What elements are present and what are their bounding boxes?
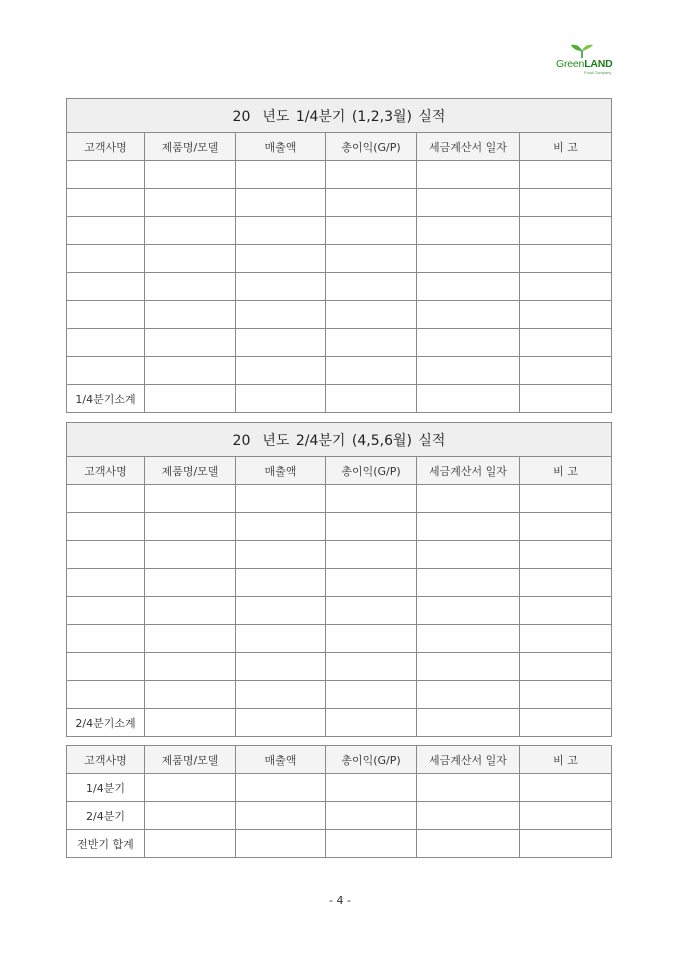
table-cell[interactable]: [145, 597, 236, 625]
q2-col-customer: 고객사명: [67, 457, 145, 485]
table-cell[interactable]: [145, 273, 236, 301]
table-cell[interactable]: [417, 830, 520, 858]
table-cell[interactable]: [236, 245, 326, 273]
summary-label-q2: 2/4분기: [67, 802, 145, 830]
table-cell[interactable]: [417, 273, 520, 301]
table-cell[interactable]: [520, 385, 612, 413]
table-cell[interactable]: [520, 513, 612, 541]
summary-col-remarks: 비 고: [520, 746, 612, 774]
table-cell[interactable]: [520, 217, 612, 245]
summary-col-sales: 매출액: [236, 746, 326, 774]
table-cell[interactable]: [67, 273, 145, 301]
table-cell[interactable]: [67, 217, 145, 245]
summary-row-q2: [67, 802, 612, 830]
table-row: [67, 273, 612, 301]
summary-row-q1: [67, 774, 612, 802]
table-cell[interactable]: [67, 597, 145, 625]
table-row: [67, 357, 612, 385]
table-cell[interactable]: [326, 245, 417, 273]
table-cell[interactable]: [326, 217, 417, 245]
table-cell[interactable]: [145, 357, 236, 385]
table-cell[interactable]: [145, 161, 236, 189]
table-cell[interactable]: [236, 217, 326, 245]
table-cell[interactable]: [520, 273, 612, 301]
table-cell[interactable]: [326, 301, 417, 329]
table-cell[interactable]: [67, 189, 145, 217]
table-cell[interactable]: [417, 161, 520, 189]
table-cell[interactable]: [326, 597, 417, 625]
table-cell[interactable]: [236, 541, 326, 569]
table-cell[interactable]: [67, 513, 145, 541]
table-cell[interactable]: [326, 541, 417, 569]
table-cell[interactable]: [417, 513, 520, 541]
q1-col-gross-profit: 총이익(G/P): [326, 133, 417, 161]
table-cell[interactable]: [326, 357, 417, 385]
table-cell[interactable]: [145, 301, 236, 329]
q1-subtotal-label: 1/4분기소계: [67, 385, 145, 413]
table-cell[interactable]: [67, 329, 145, 357]
table-row: [67, 485, 612, 513]
table-cell[interactable]: [236, 301, 326, 329]
table-cell[interactable]: [145, 329, 236, 357]
q2-subtotal-label: 2/4분기소계: [67, 709, 145, 737]
table-cell[interactable]: [67, 569, 145, 597]
table-row: [67, 681, 612, 709]
summary-col-customer: 고객사명: [67, 746, 145, 774]
table-cell[interactable]: [145, 217, 236, 245]
q1-year: 20: [232, 108, 251, 125]
table-cell[interactable]: [326, 709, 417, 737]
q2-header-row: [67, 457, 612, 485]
table-cell[interactable]: [236, 357, 326, 385]
q2-col-product: 제품명/모델: [145, 457, 236, 485]
table-cell[interactable]: [520, 301, 612, 329]
table-cell[interactable]: [145, 681, 236, 709]
q2-col-invoice-date: 세금계산서 일자: [417, 457, 520, 485]
table-cell[interactable]: [326, 513, 417, 541]
table-cell[interactable]: [417, 485, 520, 513]
table-row: [67, 625, 612, 653]
table-cell[interactable]: [326, 161, 417, 189]
summary-header-row: [67, 746, 612, 774]
table-cell[interactable]: [236, 625, 326, 653]
table-cell[interactable]: [417, 625, 520, 653]
table-cell[interactable]: [417, 385, 520, 413]
summary-label-q1: 1/4분기: [67, 774, 145, 802]
q2-sales-table: [66, 422, 612, 737]
summary-col-gross-profit: 총이익(G/P): [326, 746, 417, 774]
table-cell[interactable]: [520, 830, 612, 858]
table-row: [67, 541, 612, 569]
table-cell[interactable]: [417, 653, 520, 681]
table-cell[interactable]: [145, 569, 236, 597]
q1-col-product: 제품명/모델: [145, 133, 236, 161]
table-cell[interactable]: [417, 357, 520, 385]
summary-row-total: [67, 830, 612, 858]
table-cell[interactable]: [67, 357, 145, 385]
logo-tagline: Food Company: [584, 70, 612, 75]
table-cell[interactable]: [145, 830, 236, 858]
table-cell[interactable]: [417, 569, 520, 597]
table-cell[interactable]: [236, 597, 326, 625]
table-cell[interactable]: [236, 485, 326, 513]
table-cell[interactable]: [417, 301, 520, 329]
table-cell[interactable]: [326, 329, 417, 357]
table-cell[interactable]: [67, 541, 145, 569]
table-cell[interactable]: [520, 485, 612, 513]
table-row: [67, 217, 612, 245]
table-cell[interactable]: [67, 161, 145, 189]
q2-subtotal-row: [67, 709, 612, 737]
table-cell[interactable]: [417, 217, 520, 245]
table-cell[interactable]: [520, 681, 612, 709]
table-cell[interactable]: [326, 569, 417, 597]
q1-title: 년도 1/4분기 (1,2,3월) 실적: [262, 108, 446, 125]
table-cell[interactable]: [326, 681, 417, 709]
q2-year: 20: [232, 432, 251, 449]
table-cell[interactable]: [236, 569, 326, 597]
table-cell[interactable]: [236, 774, 326, 802]
table-cell[interactable]: [520, 541, 612, 569]
table-cell[interactable]: [417, 709, 520, 737]
table-row: [67, 329, 612, 357]
q1-col-customer: 고객사명: [67, 133, 145, 161]
table-cell[interactable]: [520, 653, 612, 681]
summary-label-total: 전반기 합계: [67, 830, 145, 858]
table-cell[interactable]: [520, 774, 612, 802]
table-cell[interactable]: [417, 802, 520, 830]
table-cell[interactable]: [520, 189, 612, 217]
q1-header-row: [67, 133, 612, 161]
table-cell[interactable]: [326, 830, 417, 858]
q1-col-remarks: 비 고: [520, 133, 612, 161]
table-cell[interactable]: [520, 245, 612, 273]
table-cell[interactable]: [417, 774, 520, 802]
table-cell[interactable]: [326, 485, 417, 513]
table-cell[interactable]: [326, 273, 417, 301]
logo-green: Green: [556, 58, 585, 70]
table-cell[interactable]: [145, 245, 236, 273]
table-cell[interactable]: [67, 625, 145, 653]
table-cell[interactable]: [326, 189, 417, 217]
table-cell[interactable]: [520, 329, 612, 357]
table-cell[interactable]: [145, 513, 236, 541]
sprout-icon: [570, 44, 594, 58]
table-cell[interactable]: [145, 385, 236, 413]
summary-col-product: 제품명/모델: [145, 746, 236, 774]
table-row: [67, 513, 612, 541]
table-row: [67, 161, 612, 189]
table-cell[interactable]: [520, 357, 612, 385]
table-cell[interactable]: [326, 774, 417, 802]
table-cell[interactable]: [236, 709, 326, 737]
table-cell[interactable]: [417, 189, 520, 217]
table-cell[interactable]: [236, 273, 326, 301]
table-cell[interactable]: [520, 625, 612, 653]
table-cell[interactable]: [67, 681, 145, 709]
table-cell[interactable]: [236, 513, 326, 541]
table-cell[interactable]: [67, 245, 145, 273]
logo-land: LAND: [584, 58, 613, 70]
table-cell[interactable]: [520, 802, 612, 830]
page-number: - 4 -: [329, 894, 351, 907]
table-cell[interactable]: [236, 189, 326, 217]
q1-col-sales: 매출액: [236, 133, 326, 161]
table-row: [67, 653, 612, 681]
q2-table-title: [67, 423, 612, 457]
q1-table-title: [67, 99, 612, 133]
table-cell[interactable]: [326, 625, 417, 653]
table-cell[interactable]: [67, 301, 145, 329]
table-cell[interactable]: [236, 161, 326, 189]
table-cell[interactable]: [326, 653, 417, 681]
table-cell[interactable]: [236, 653, 326, 681]
company-logo: [548, 44, 618, 78]
q2-col-remarks: 비 고: [520, 457, 612, 485]
q2-col-gross-profit: 총이익(G/P): [326, 457, 417, 485]
table-cell[interactable]: [236, 329, 326, 357]
table-cell[interactable]: [145, 541, 236, 569]
half-year-summary-table: [66, 745, 612, 858]
table-cell[interactable]: [417, 597, 520, 625]
table-row: [67, 245, 612, 273]
table-cell[interactable]: [417, 245, 520, 273]
table-cell[interactable]: [145, 189, 236, 217]
table-cell[interactable]: [145, 802, 236, 830]
q2-col-sales: 매출액: [236, 457, 326, 485]
q1-sales-table: [66, 98, 612, 413]
table-cell[interactable]: [417, 681, 520, 709]
table-cell[interactable]: [326, 802, 417, 830]
table-cell[interactable]: [520, 161, 612, 189]
table-cell[interactable]: [236, 830, 326, 858]
q1-subtotal-row: [67, 385, 612, 413]
table-cell[interactable]: [67, 653, 145, 681]
q2-title: 년도 2/4분기 (4,5,6월) 실적: [262, 432, 446, 449]
table-cell[interactable]: [145, 653, 236, 681]
table-cell[interactable]: [145, 485, 236, 513]
table-cell[interactable]: [520, 569, 612, 597]
table-cell[interactable]: [236, 681, 326, 709]
table-cell[interactable]: [145, 625, 236, 653]
table-row: [67, 301, 612, 329]
table-row: [67, 569, 612, 597]
table-cell[interactable]: [67, 485, 145, 513]
table-cell[interactable]: [520, 709, 612, 737]
table-cell[interactable]: [236, 385, 326, 413]
table-row: [67, 597, 612, 625]
table-cell[interactable]: [326, 385, 417, 413]
q1-col-invoice-date: 세금계산서 일자: [417, 133, 520, 161]
table-cell[interactable]: [520, 597, 612, 625]
table-cell[interactable]: [145, 709, 236, 737]
table-row: [67, 189, 612, 217]
table-cell[interactable]: [145, 774, 236, 802]
summary-col-invoice-date: 세금계산서 일자: [417, 746, 520, 774]
logo-wordmark: [556, 58, 613, 70]
table-cell[interactable]: [417, 541, 520, 569]
table-cell[interactable]: [417, 329, 520, 357]
table-cell[interactable]: [236, 802, 326, 830]
